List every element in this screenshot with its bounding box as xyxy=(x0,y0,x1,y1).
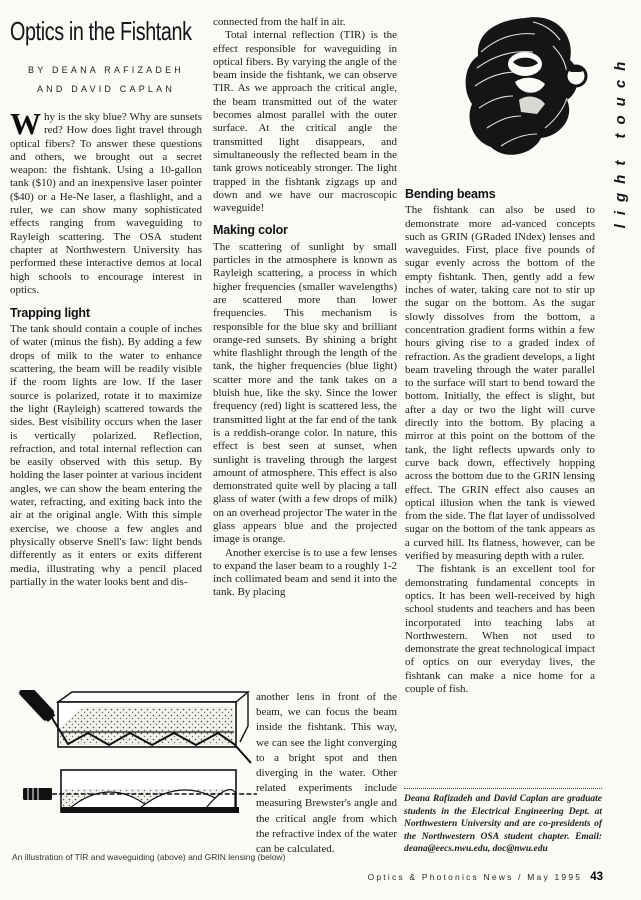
page-number: 43 xyxy=(590,871,603,883)
tir-paragraph: Total internal reflection (TIR) is the effect responsible for waveguiding in optical fibers. By varying the angle of the beam inside the fishtank, we can observe TIR. As we approach the critical angle, the beam transmitted out of the water becomes almost parallel with the outer surface. At the critical angle the transmitted light disappears, and simultaneously the reflected beam in the tank grows noticeably stronger. The light trapped in the fishtank zigzags up and down and we have our macroscopic waveguide! xyxy=(213,29,397,215)
laser-pointer-icon xyxy=(23,788,52,800)
intro-text: hy is the sky blue? Why are sunsets red? How does light travel through optical fibers? To answer these questions and others, we brought out a secret weapon: the fishtank. Using a 10-gallon tank ($10) and an inexpensive laser pointer ($40) or a He-Ne laser, a flashlight, and a ruler, we can show many sophisticated effects ranging from waveguiding to Rayleigh scattering. The OSA student chapter at Northwestern University has performed these interactive demos at local high schools to encourage interest in optics. xyxy=(10,111,202,296)
author-bio: Deana Rafizadeh and David Caplan are graduate students in the Electrical Engineering Dept. at Northwestern University and are co-presidents of the Northwestern OSA student chapter. Email: deana@eecs.nwu.edu, doc@nwu.edu xyxy=(404,788,602,856)
engraving-portrait-icon xyxy=(463,12,591,164)
byline xyxy=(10,61,202,99)
byline-line-1: BY DEANA RAFIZADEH xyxy=(28,65,184,75)
conclusion-paragraph: The fishtank is an excellent tool for demonstrating fundamental concepts in optics. It has been well-received by high school students and teachers and has been incorporated into teaching labs at Northwestern. When not used to demonstrate the great technological impact of optics on our everyday lives, the fishtank can make a nice home for a couple of fish. xyxy=(405,563,595,695)
vertical-banner xyxy=(612,28,638,253)
heading-bending-beams: Bending beams xyxy=(405,187,496,201)
sugar-layer xyxy=(61,807,239,813)
continuation-line: connected from the half in air. xyxy=(213,16,346,28)
bending-beams-paragraph: The fishtank can also be used to demonstrate more ad-vanced concepts such as GRIN (GRaded INdex) lenses and waveguides. First, place five pounds of sugar evenly across the bottom of the empty fishtank. Then, gently add a few inches of water, taking care not to stir up the sugar on the bottom. As the sugar slowly dissolves from the bottom, a concentration gradient forms within a few hours giving rise to a graded index of refraction. As the gradient develops, a light beam traveling through the water parallel to the surface will start to bend toward the bottom. Initially, the effect is slight, but after a day or two the light will curve directly into the bottom. By placing a mirror at this point on the bottom of the tank, the light reflects upwards only to curve back down, effectively hopping across the bottom due to the GRIN lensing effect. The GRIN effect also causes an optical illusion when the tank is viewed from the side. The flat layer of undissolved sugar on the bottom of the tank appears as a curved hill. Its flatness, however, can be verified by measuring depth with a ruler. xyxy=(405,204,595,563)
grin-lensing-tank xyxy=(23,770,257,813)
another-exercise-paragraph: Another exercise is to use a few lenses to expand the laser beam to a roughly 1-2 inch collimated beam and send it into the tank. By placing xyxy=(213,546,397,599)
journal-name: Optics & Photonics News / May 1995 xyxy=(367,872,583,882)
byline-line-2: AND DAVID CAPLAN xyxy=(36,84,176,94)
page-title: Optics in the Fishtank xyxy=(10,16,192,46)
column-2 xyxy=(213,16,397,600)
woodcut-illustration xyxy=(463,12,591,169)
figure-caption: An illustration of TIR and waveguiding (above) and GRIN lensing (below) xyxy=(12,852,286,862)
column-1 xyxy=(10,16,202,589)
drop-cap: W xyxy=(10,106,41,141)
laser-pointer-icon xyxy=(18,690,57,723)
vertical-banner-text: light touch xyxy=(612,52,629,229)
making-color-paragraph: The scattering of sunlight by small particles in the atmosphere is known as Rayleigh scattering, a process in which higher frequencies (smaller wavelengths) are scattered more than lower frequencies. This mechanism is responsible for the blue sky and brilliant orange-red sunsets. By shining a bright white flashlight through the length of the tank, the higher frequencies (blue light) scatter more and the tank takes on a bluish hue, like the sky. Since the lower frequency (red) light is scattered less, the transmitted light at the far end of the tank is a reddish-orange color. In nature, this effect is best seen at sunset, when sunlight is traveling through the largest amount of atmosphere. This effect is also demonstrated quite well by placing a tall glass of water (with a few drops of milk) on an overhead projector The water in the glass appears blue and the projected image is orange. xyxy=(213,240,397,546)
intro-paragraph xyxy=(10,106,202,297)
tir-waveguiding-tank xyxy=(18,690,251,763)
column-2-wrap-text: another lens in front of the beam, we can focus the beam inside the fishtank. This way, we can see the light converging to a bright spot and then diverging in the water. Other related experiments include measuring Brewster's angle and the critical angle from which the refractive index of the water can be calculated. xyxy=(256,691,397,856)
column-3 xyxy=(405,188,595,696)
trapping-light-paragraph: The tank should contain a couple of inches of water (minus the fish). By adding a few drops of milk to the water to enhance scattering, the beam will be readily visible if the room lights are low. If the laser source is polarized, rotate it to maximize the light (Rayleigh) scattered towards the sides. Best visibility occurs when the laser is vertically polarized. Reflection, refraction, and total internal reflection can be easily observed with this setup. By holding the laser pointer at various incident angles, we can show the beam entering the water, refracting, and exiting back into the air at the original angle. With this simple exercise, we choose a few angles and physically observe Snell's law: light bends differently as it enters or exits different media, illustrating why a pencil placed partially in the water looks bent and dis- xyxy=(10,323,202,588)
heading-trapping-light: Trapping light xyxy=(10,306,90,321)
page-footer xyxy=(368,871,603,883)
fishtank-diagram xyxy=(8,690,338,863)
heading-making-color: Making color xyxy=(213,223,288,238)
